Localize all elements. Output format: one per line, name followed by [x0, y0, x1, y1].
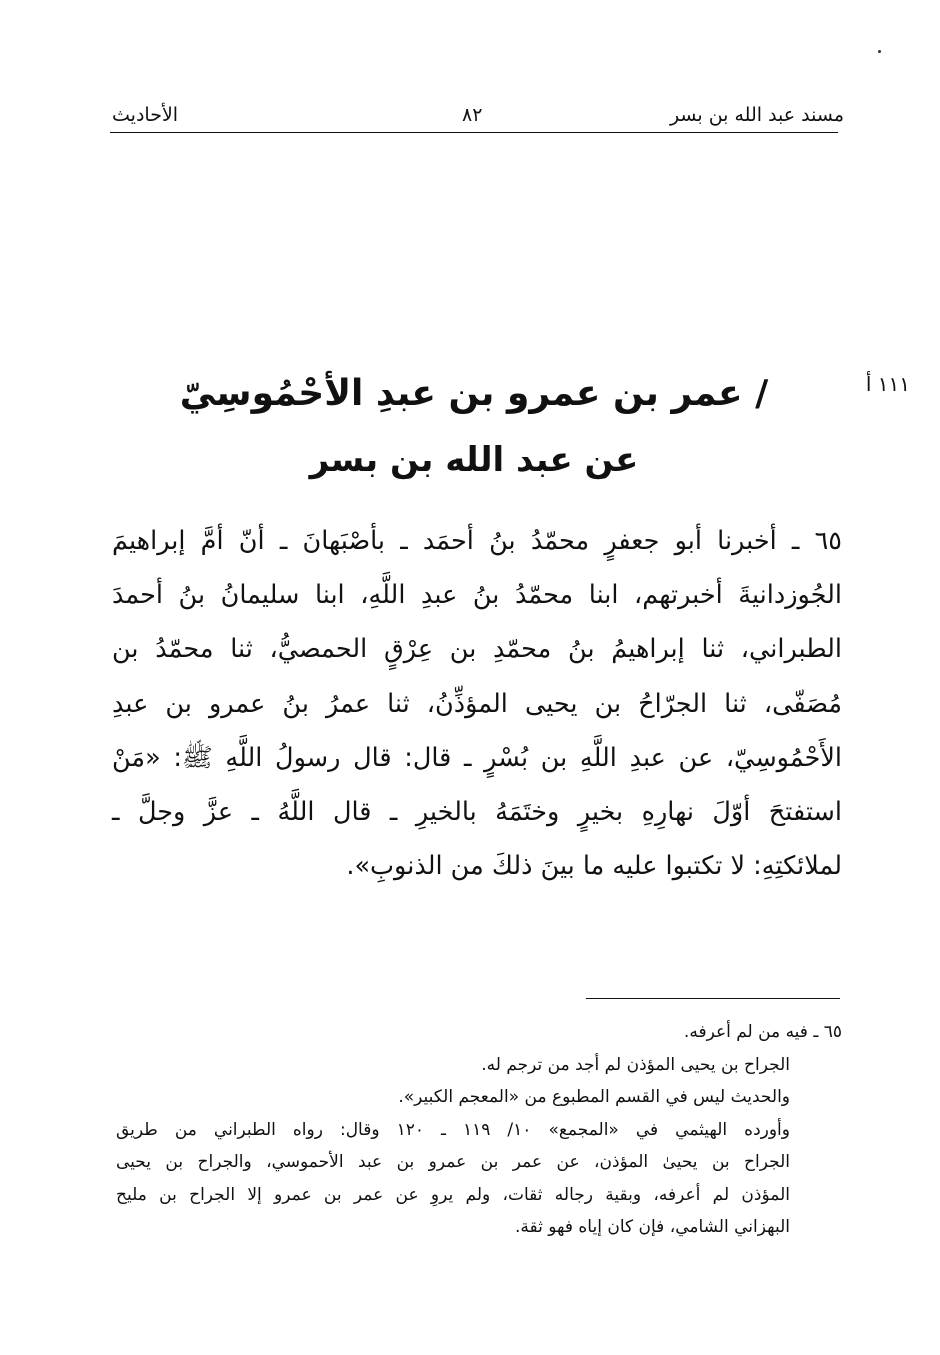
footnote-line: الجراح بن يحيىٰ المؤذن، عن عمر بن عمرو بن عبد الأحموسي، والجراح بن يحيى: [116, 1152, 790, 1172]
hadith-line: لملائكتِهِ: لا تكتبوا عليه ما بينَ ذلكَ من الذنوبِ».: [346, 851, 842, 882]
footnote-line: البهزاني الشامي، فإن كان إياه فهو ثقة.: [515, 1217, 790, 1237]
chapter-subtitle: عن عبد الله بن بسر: [309, 440, 639, 480]
footnote-line: المؤذن لم أعرفه، وبقية رجاله ثقات، ولم يروِ عن عمر بن عمرو إلا الجراح بن مليح: [116, 1184, 790, 1205]
hadith-line: الطبراني، ثنا إبراهيمُ بنُ محمّدِ بن عِرْقٍ الحمصيُّ، ثنا محمّدُ بن: [112, 634, 842, 665]
ink-speck: [878, 50, 881, 53]
footnotes: [116, 1016, 842, 1244]
header-rule: [110, 132, 838, 133]
hadith-line: الجُوزدانيةَ أخبرتهم، ابنا محمّدُ بنُ عبدِ اللَّهِ، ابنا سليمانُ بنُ أحمدَ: [112, 580, 842, 611]
hadith-line: ٦٥ ـ أخبرنا أبو جعفرٍ محمّدُ بنُ أحمَد ـ بأصْبَهانَ ـ أنّ أمَّ إبراهيمَ: [112, 526, 842, 556]
footnote-line: والحديث ليس في القسم المطبوع من «المعجم الكبير».: [398, 1087, 790, 1107]
manuscript-folio-note: ١١١ أ: [865, 372, 910, 396]
hadith-line: مُصَفّى، ثنا الجرّاحُ بن يحيى المؤذِّنُ، ثنا عمرُ بنُ عمرو بن عبدِ: [112, 688, 842, 719]
running-header-book-title: مسند عبد الله بن بسر: [669, 104, 844, 126]
footnote-line: الجراح بن يحيى المؤذن لم أجد من ترجم له.: [481, 1054, 790, 1075]
hadith-text: [112, 514, 842, 893]
footnote-line: وأورده الهيثمي في «المجمع» ١٠/ ١١٩ ـ ١٢٠ وقال: رواه الطبراني من طريق: [116, 1119, 790, 1140]
chapter-title: / عمر بن عمرو بن عبدِ الأحْمُوسِيّ: [179, 373, 769, 414]
page-number: ٨٢: [462, 104, 483, 126]
running-header-section: الأحاديث: [112, 104, 179, 126]
hadith-line: استفتحَ أوّلَ نهارِهِ بخيرٍ وختَمَهُ بالخيرِ ـ قال اللَّهُ ـ عزَّ وجلَّ ـ: [112, 797, 842, 828]
footnote-rule: [586, 998, 840, 999]
hadith-line: الأَحْمُوسِيّ، عن عبدِ اللَّهِ بن بُسْرٍ ـ قال: قال رسولُ اللَّهِ ﷺ: «مَنْ: [112, 742, 842, 773]
footnote-line: ٦٥ ـ فيه من لم أعرفه.: [683, 1022, 842, 1042]
